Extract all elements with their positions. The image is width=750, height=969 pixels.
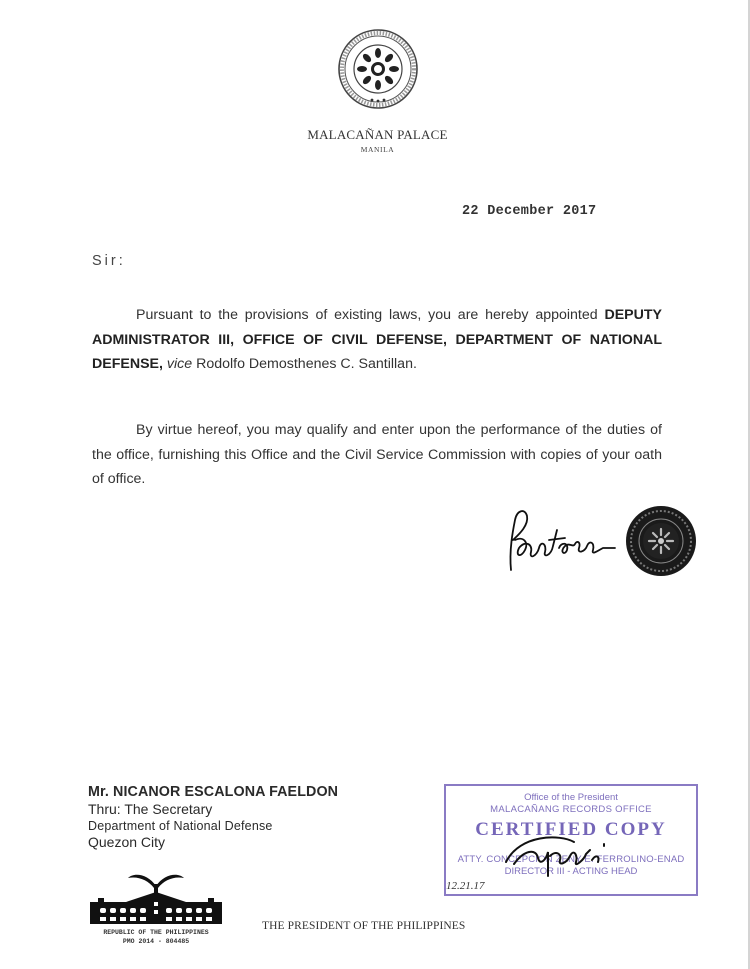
logo-caption xyxy=(86,928,226,946)
presidential-seal-icon xyxy=(337,28,419,110)
addressee-thru: Thru: The Secretary xyxy=(88,801,213,817)
para2-text: By virtue hereof, you may qualify and enter upon the performance of the duties of the office, furnishing this Office and the Civil Service Commission with copies of your oath of office. xyxy=(92,422,662,487)
logo-caption-code: PMO 2014 - 804485 xyxy=(122,938,190,945)
salutation: Sir: xyxy=(92,253,126,269)
addressee-city: Quezon City xyxy=(88,834,166,850)
presidential-seal-stamp-icon xyxy=(625,505,697,577)
logo-caption-republic: REPUBLIC OF THE PHILIPPINES xyxy=(103,929,209,936)
stamp-signatory: ATTY. CONCEPCION ZENY E. FERROLINO-ENAD xyxy=(457,854,685,865)
vice-text: vice xyxy=(166,356,193,372)
stamp-handwritten-date: 12.21.17 xyxy=(446,880,485,892)
position-title: DEPUTY ADMINISTRATOR III, OFFICE OF CIVIL DEFENSE, DEPARTMENT OF NATIONAL DEFENSE, xyxy=(92,307,662,372)
letterhead xyxy=(250,127,505,154)
stamp-office: Office of the President xyxy=(524,792,618,803)
stamp-position: DIRECTOR III - ACTING HEAD xyxy=(504,866,638,877)
para1-text: Pursuant to the provisions of existing laws, you are hereby appointed xyxy=(136,307,605,323)
stamp-title: CERTIFIED COPY xyxy=(475,819,667,840)
signature-block xyxy=(503,500,703,580)
addressee-name: Mr. NICANOR ESCALONA FAELDON xyxy=(88,784,339,800)
letterhead-subtitle: MANILA xyxy=(360,145,395,154)
records-officer-signature-icon xyxy=(500,830,640,880)
letter-date: 22 December 2017 xyxy=(462,204,597,219)
paragraph-instructions xyxy=(92,418,662,492)
letterhead-title: MALACAÑAN PALACE xyxy=(307,127,448,142)
predecessor-text: Rodolfo Demosthenes C. Santillan. xyxy=(192,356,417,372)
paragraph-appointment xyxy=(92,303,662,377)
footer-title: THE PRESIDENT OF THE PHILIPPINES xyxy=(262,920,466,932)
stamp-records-office: MALACAÑANG RECORDS OFFICE xyxy=(490,804,652,815)
malacanang-palace-logo-icon xyxy=(86,868,226,928)
addressee-department: Department of National Defense xyxy=(88,819,273,833)
addressee-block xyxy=(88,784,338,850)
